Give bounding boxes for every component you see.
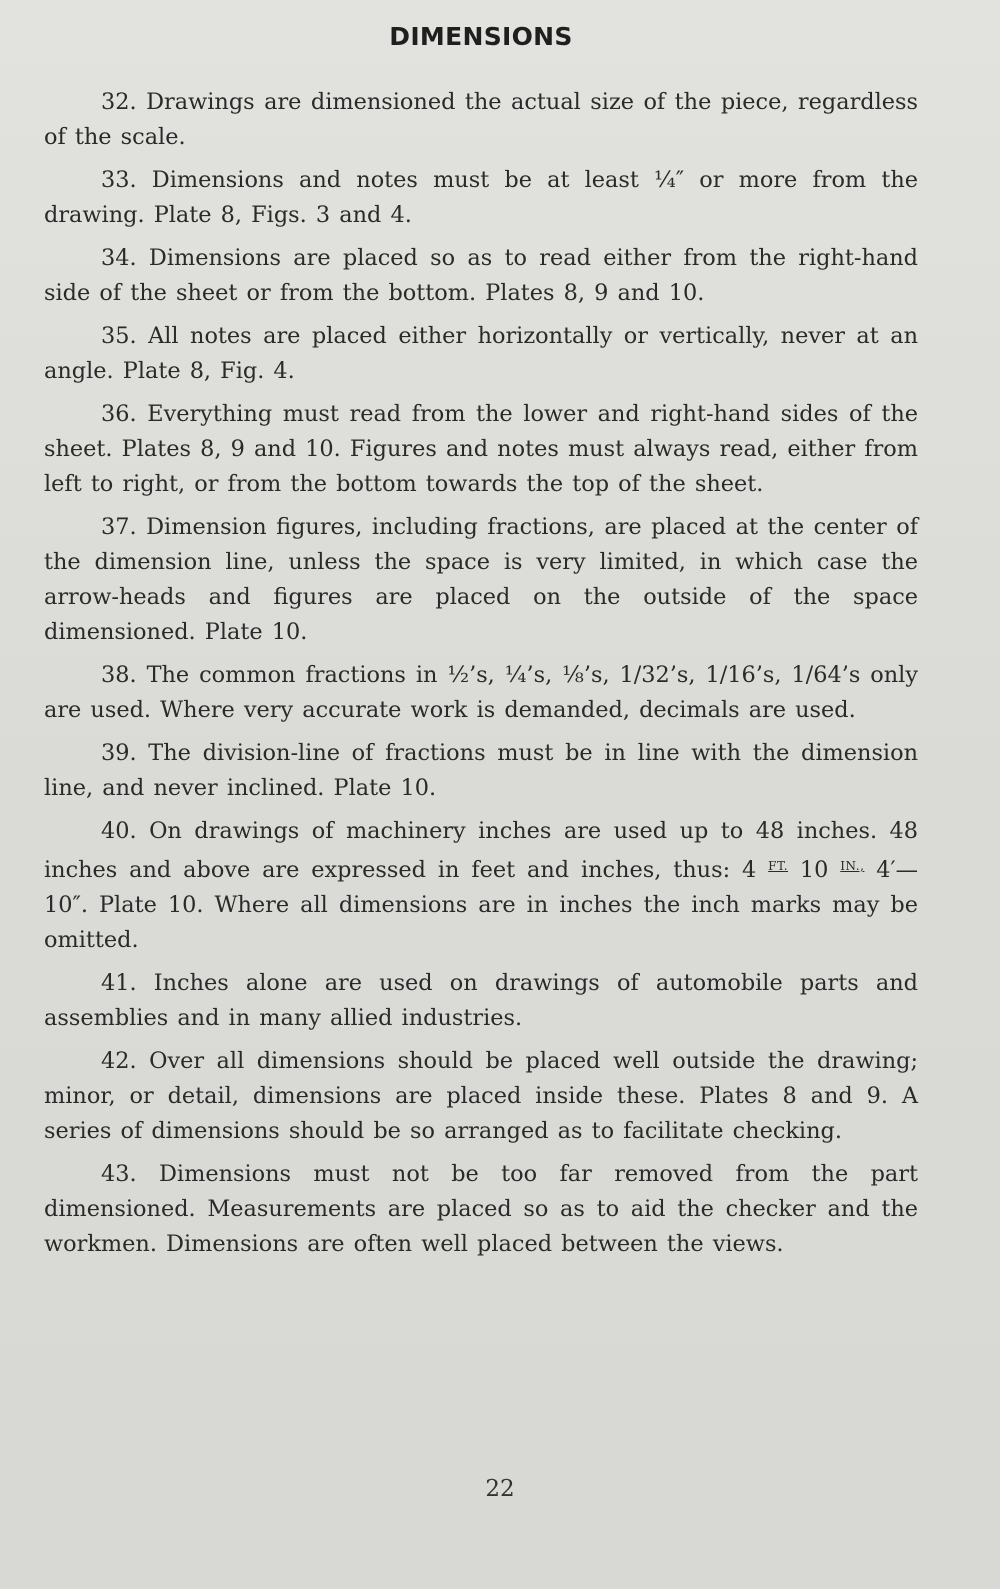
paragraph-text: The common fractions in ½’s, ¼’s, ⅛’s, 1/32’s, 1/16’s, 1/64’s only are used. Where very accurate work is demanded, decimals are used. — [44, 662, 918, 723]
paragraph-37 — [44, 510, 918, 650]
paragraph-number: 40. — [101, 818, 137, 844]
paragraph-text: Dimension figures, including fractions, are placed at the center of the dimension line, unless the space is very limited, in which case the arrow-heads and figures are placed on the outside of the space dimensioned. Plate 10. — [44, 514, 919, 645]
paragraph-text: Everything must read from the lower and right-hand sides of the sheet. Plates 8, 9 and 10. Figures and notes must always read, either from left to right, or from the bottom towards the top of the sheet. — [44, 401, 919, 497]
paragraph-text: On drawings of machinery inches are used up to 48 inches. 48 inches and above are expressed in feet and inches, thus: 4 — [44, 818, 919, 883]
paragraph-text: Dimensions and notes must be at least ¼″ or more from the drawing. Plate 8, Figs. 3 and 4. — [44, 167, 918, 228]
paragraph-33 — [44, 163, 918, 233]
paragraph-number: 33. — [101, 167, 137, 193]
page-number: 22 — [485, 1476, 515, 1502]
paragraph-number: 39. — [101, 740, 137, 766]
paragraph-35 — [44, 319, 918, 389]
paragraph-34 — [44, 241, 918, 311]
paragraph-text: 4′—10″. Plate 10. Where all dimensions are in inches the inch marks may be omitted. — [44, 857, 918, 953]
paragraph-32 — [44, 85, 918, 155]
paragraph-number: 32. — [101, 89, 137, 115]
paragraph-number: 34. — [101, 245, 137, 271]
paragraph-text: The division-line of fractions must be in line with the dimension line, and never inclined. Plate 10. — [44, 740, 918, 801]
paragraph-number: 36. — [101, 401, 137, 427]
feet-abbreviation: FT. — [768, 859, 789, 873]
paragraph-38 — [44, 658, 918, 728]
paragraph-number: 42. — [101, 1048, 137, 1074]
paragraph-number: 35. — [101, 323, 137, 349]
paragraph-text: Dimensions must not be too far removed from the part dimensioned. Measurements are placed so as to aid the checker and the workmen. Dimensions are often well placed between the views. — [44, 1161, 918, 1257]
paragraph-number: 43. — [101, 1161, 137, 1187]
page-title: DIMENSIONS — [389, 22, 573, 51]
paragraph-36 — [44, 397, 918, 502]
paragraph-42 — [44, 1044, 918, 1149]
paragraph-41 — [44, 966, 918, 1036]
paragraph-text: Over all dimensions should be placed well outside the drawing; minor, or detail, dimensions are placed inside these. Plates 8 and 9. A series of dimensions should be so arranged as to facilitate checking. — [44, 1048, 918, 1144]
paragraph-39 — [44, 736, 918, 806]
paragraph-text: Drawings are dimensioned the actual size of the piece, regardless of the scale. — [44, 89, 918, 150]
paragraph-text: Inches alone are used on drawings of automobile parts and assemblies and in many allied industries. — [44, 970, 918, 1031]
inches-abbreviation: IN., — [840, 859, 865, 873]
paragraph-number: 41. — [101, 970, 137, 996]
paragraph-number: 38. — [101, 662, 137, 688]
paragraph-text: All notes are placed either horizontally or vertically, never at an angle. Plate 8, Fig. 4. — [44, 323, 918, 384]
paragraph-40 — [44, 814, 918, 958]
paragraph-number: 37. — [101, 514, 137, 540]
paragraph-43 — [44, 1157, 918, 1262]
paragraph-text: 10 — [788, 857, 841, 883]
paragraph-text: Dimensions are placed so as to read either from the right-hand side of the sheet or from the bottom. Plates 8, 9 and 10. — [44, 245, 918, 306]
